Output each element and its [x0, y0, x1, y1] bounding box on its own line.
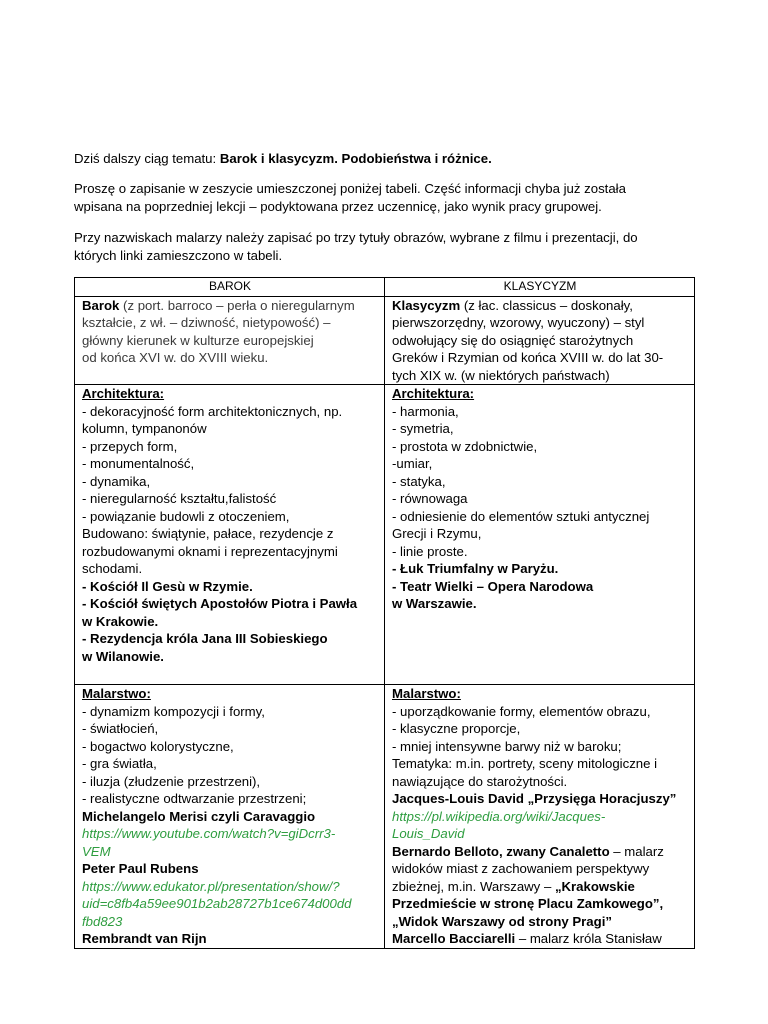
- list-item: - powiązanie budowli z otoczeniem,: [82, 508, 290, 524]
- architecture-row: [75, 385, 695, 685]
- intro-topic: [74, 150, 696, 168]
- building-example: - Rezydencja króla Jana III Sobieskiego: [82, 631, 328, 646]
- list-item: Grecji i Rzymu,: [392, 526, 482, 541]
- painting-title: „Widok Warszawy od strony Pragi”: [392, 913, 612, 929]
- list-item: - przepych form,: [82, 438, 178, 454]
- list-item: - dynamizm kompozycji i formy,: [82, 703, 265, 719]
- building-example: - Kościół Il Gesù w Rzymie.: [82, 578, 253, 594]
- section-title: Malarstwo:: [392, 686, 461, 701]
- painter-name: Bernardo Belloto, zwany Canaletto: [392, 843, 610, 859]
- list-item: - harmonia,: [392, 403, 459, 419]
- list-item: rozbudowanymi oknami i reprezentacyjnymi: [82, 543, 338, 559]
- building-example: - Kościół świętych Apostołów Piotra i Pawła: [82, 596, 358, 611]
- section-title: Architektura:: [392, 386, 475, 401]
- painter-desc: – malarz: [609, 843, 664, 859]
- painter-name: Marcello Bacciarelli: [392, 931, 516, 946]
- barok-architecture: [75, 385, 385, 685]
- list-item: -umiar,: [392, 456, 433, 471]
- list-item: - mniej intensywne barwy niż w baroku;: [392, 738, 622, 754]
- definition-row: [75, 296, 695, 385]
- list-item: - odniesienie do elementów sztuki antycznej: [392, 508, 650, 524]
- building-example: - Łuk Triumfalny w Paryżu.: [392, 561, 559, 576]
- painter-name: Peter Paul Rubens: [82, 861, 199, 876]
- building-example: w Warszawie.: [392, 596, 477, 611]
- list-item: - dekoracyjność form architektonicznych, np.: [82, 403, 343, 419]
- painter-name: Michelangelo Merisi czyli Caravaggio: [82, 808, 316, 824]
- intro-topic-title: Barok i klasycyzm. Podobieństwa i różnice.: [219, 151, 492, 166]
- klasycyzm-definition: [385, 296, 695, 385]
- list-item: schodami.: [82, 561, 143, 576]
- def-text: (z łac. classicus – doskonały,: [460, 297, 633, 313]
- list-item: Budowano: świątynie, pałace, rezydencje z: [82, 526, 334, 541]
- list-item: - linie proste.: [392, 543, 468, 559]
- painter-desc: – malarz króla Stanisław: [515, 931, 662, 946]
- def-text: główny kierunek w kulturze europejskiej: [82, 332, 314, 348]
- intro-instruction-line: Proszę o zapisanie w zeszycie umieszczonej poniżej tabeli. Część informacji chyba już została: [74, 181, 626, 196]
- def-text: (z port. barroco – perła o nieregularnym: [119, 297, 355, 313]
- painting-row: [75, 685, 695, 949]
- table-header-row: [75, 278, 695, 297]
- list-item: - światłocień,: [82, 721, 159, 736]
- youtube-link-cont[interactable]: VEM: [82, 843, 111, 859]
- edukator-link-cont[interactable]: uid=c8fb4a59ee901b2ab28727b1ce674d00dd: [82, 896, 352, 911]
- painter-name: Jacques-Louis David „Przysięga Horacjuszy”: [392, 791, 677, 806]
- intro-topic-prefix: Dziś dalszy ciąg tematu:: [74, 151, 217, 166]
- intro-note-line: których linki zamieszczono w tabeli.: [74, 247, 283, 263]
- painter-name: Rembrandt van Rijn: [82, 931, 207, 946]
- list-item: - uporządkowanie formy, elementów obrazu,: [392, 703, 651, 719]
- list-item: - nieregularność kształtu,falistość: [82, 491, 277, 506]
- klasycyzm-architecture: [385, 385, 695, 685]
- list-item: - prostota w zdobnictwie,: [392, 438, 538, 454]
- list-item: nawiązujące do starożytności.: [392, 773, 568, 789]
- painting-title: Przedmieście w stronę Placu Zamkowego”,: [392, 896, 664, 911]
- list-item: - monumentalność,: [82, 456, 195, 471]
- building-example: - Teatr Wielki – Opera Narodowa: [392, 578, 594, 594]
- section-title: Architektura:: [82, 386, 165, 401]
- barok-painting: [75, 685, 385, 949]
- painter-desc: zbieżnej, m.in. Warszawy –: [392, 878, 555, 894]
- def-text: kształcie, z wł. – dziwność, nietypowość) –: [82, 315, 331, 330]
- edukator-link[interactable]: https://www.edukator.pl/presentation/show/?: [82, 878, 340, 894]
- list-item: - klasyczne proporcje,: [392, 721, 521, 736]
- list-item: - realistyczne odtwarzanie przestrzeni;: [82, 791, 307, 806]
- list-item: - statyka,: [392, 473, 446, 489]
- intro-painters-note: [74, 229, 696, 264]
- barok-definition: [75, 296, 385, 385]
- list-item: - dynamika,: [82, 473, 151, 489]
- header-klasycyzm: KLASYCYZM: [385, 278, 695, 297]
- def-text: odwołujący się do osiągnięć starożytnych: [392, 332, 634, 348]
- list-item: - iluzja (złudzenie przestrzeni),: [82, 773, 261, 789]
- wikipedia-link[interactable]: https://pl.wikipedia.org/wiki/Jacques-: [392, 808, 606, 824]
- wikipedia-link-cont[interactable]: Louis_David: [392, 826, 465, 841]
- painting-title: „Krakowskie: [554, 878, 635, 894]
- intro-instruction: [74, 180, 696, 215]
- comparison-table: [74, 277, 695, 949]
- list-item: - równowaga: [392, 491, 468, 506]
- def-text: Greków i Rzymian od końca XVIII w. do lat 30-: [392, 350, 664, 365]
- header-barok: BAROK: [75, 278, 385, 297]
- building-example: w Wilanowie.: [82, 648, 164, 664]
- klasycyzm-term: Klasycyzm: [392, 297, 461, 313]
- list-item: - symetria,: [392, 421, 454, 436]
- painter-desc: widoków miast z zachowaniem perspektywy: [392, 861, 650, 876]
- barok-term: Barok: [82, 297, 120, 313]
- intro-note-line: Przy nazwiskach malarzy należy zapisać po trzy tytuły obrazów, wybrane z filmu i prezentacji, do: [74, 230, 638, 245]
- def-text: pierwszorzędny, wzorowy, wyuczony) – styl: [392, 315, 645, 330]
- list-item: kolumn, tympanonów: [82, 421, 207, 436]
- list-item: Tematyka: m.in. portrety, sceny mitologiczne i: [392, 756, 658, 771]
- intro-instruction-line: wpisana na poprzedniej lekcji – podyktowana przez uczennicę, jako wynik pracy grupowej.: [74, 198, 602, 214]
- building-example: w Krakowie.: [82, 613, 159, 629]
- list-item: - gra światła,: [82, 756, 157, 771]
- def-text: od końca XVI w. do XVIII wieku.: [82, 350, 269, 365]
- section-title: Malarstwo:: [82, 686, 151, 701]
- klasycyzm-painting: [385, 685, 695, 949]
- def-text: tych XIX w. (w niektórych państwach): [392, 367, 610, 383]
- list-item: - bogactwo kolorystyczne,: [82, 738, 234, 754]
- edukator-link-cont[interactable]: fbd823: [82, 913, 123, 929]
- youtube-link[interactable]: https://www.youtube.com/watch?v=giDcrr3-: [82, 826, 336, 841]
